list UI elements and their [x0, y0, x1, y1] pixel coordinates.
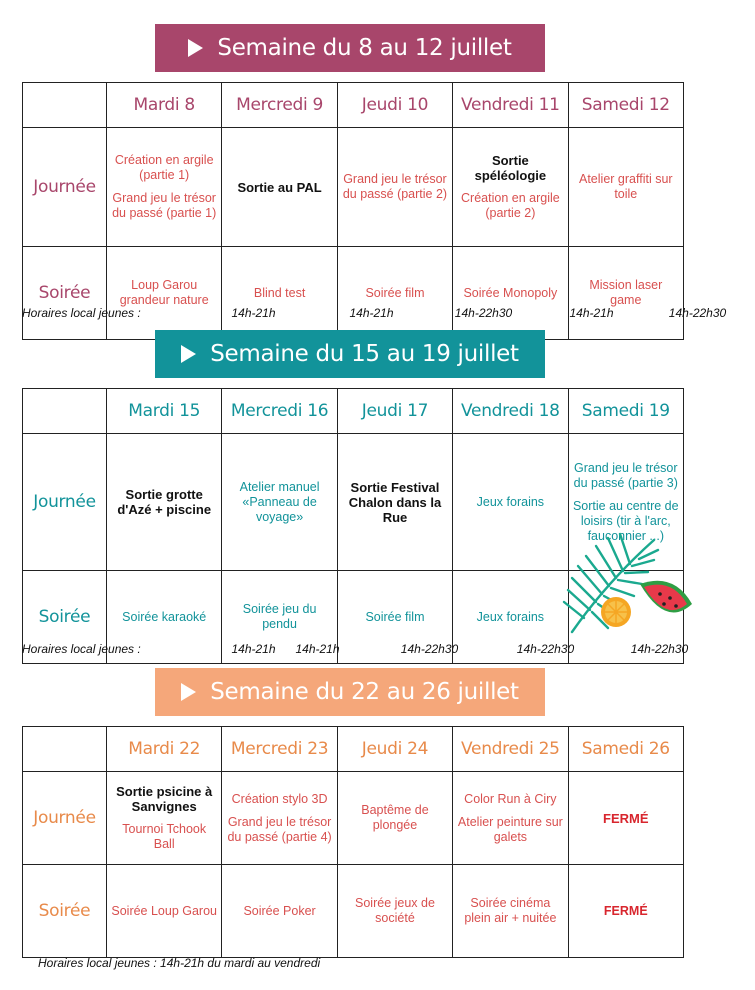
hours-footer-text: Horaires local jeunes : 14h-21h du mardi au vendredi — [38, 956, 321, 970]
week-banner — [155, 668, 545, 716]
week-title: Semaine du 15 au 19 juillet — [210, 341, 519, 367]
day-header: Mercredi 23 — [222, 727, 337, 772]
hours-value: 14h-22h30 — [668, 306, 727, 320]
week-title: Semaine du 8 au 12 juillet — [217, 35, 512, 61]
hours-row — [22, 306, 727, 322]
journee-row — [23, 128, 684, 247]
activity-cell: Soirée jeux de société — [337, 865, 452, 958]
activity: Création stylo 3D — [231, 791, 328, 806]
day-header-row — [23, 83, 684, 128]
hours-footer — [38, 956, 700, 972]
corner-cell — [23, 727, 107, 772]
activity: Atelier peinture sur galets — [457, 814, 563, 844]
row-label: Soirée — [23, 571, 107, 664]
activity: Baptême de plongée — [361, 803, 429, 832]
summer-fruit-illustration — [562, 532, 698, 644]
day-header-row — [23, 389, 684, 434]
hours-value: 14h-22h30 — [630, 642, 689, 656]
activity: Sortie grotte d'Azé + piscine — [117, 487, 212, 517]
activity: Grand jeu le trésor du passé (partie 2) — [342, 172, 448, 201]
activity: Sortie psicine à Sanvignes — [116, 784, 213, 814]
day-header: Mardi 15 — [107, 389, 222, 434]
activity-cell — [222, 128, 337, 247]
activity: Sortie au PAL — [237, 179, 322, 195]
closed-label: FERMÉ — [568, 865, 683, 958]
hours-value: 14h-22h30 — [400, 642, 459, 656]
hours-row — [22, 642, 689, 658]
activity-cell — [453, 128, 568, 247]
hours-value: 14h-21h — [295, 642, 340, 656]
activity-cell: Soirée cinéma plein air + nuitée — [453, 865, 568, 958]
activity-cell — [337, 434, 452, 571]
activity-cell — [568, 772, 683, 865]
activity-cell: Soirée Loup Garou — [107, 865, 222, 958]
activity-cell — [337, 128, 452, 247]
hours-value: 14h-21h — [569, 306, 614, 320]
activity-cell — [568, 128, 683, 247]
hours-label: Horaires local jeunes : — [22, 306, 141, 320]
activity: Sortie Festival Chalon dans la Rue — [348, 479, 442, 525]
row-label: Journée — [23, 434, 107, 571]
play-icon — [181, 683, 196, 701]
hours-value: 14h-21h — [231, 642, 276, 656]
activity-cell: Soirée karaoké — [107, 571, 222, 664]
activity: Sortie au centre de loisirs (tir à l'arc, fauconnier ...) — [572, 498, 679, 543]
hours-label: Horaires local jeunes : — [22, 642, 141, 656]
day-header: Mardi 22 — [107, 727, 222, 772]
hours-value: 14h-22h30 — [454, 306, 513, 320]
hours-value: 14h-22h30 — [516, 642, 575, 656]
day-header: Jeudi 17 — [337, 389, 452, 434]
activity-cell — [107, 128, 222, 247]
activity: Création en argile (partie 2) — [461, 191, 560, 220]
activity: Color Run à Ciry — [464, 791, 557, 806]
day-header: Jeudi 10 — [337, 83, 452, 128]
activity-cell: Mission laser game — [568, 247, 683, 340]
activity: Création en argile (partie 1) — [114, 153, 214, 182]
day-header: Samedi 12 — [568, 83, 683, 128]
activity-cell — [107, 772, 222, 865]
activity: Atelier manuel «Panneau de voyage» — [239, 479, 320, 524]
activity-cell: Soirée film — [337, 247, 452, 340]
activity-cell — [453, 772, 568, 865]
closed-label: FERMÉ — [603, 810, 649, 826]
day-header: Mercredi 16 — [222, 389, 337, 434]
activity-cell: Blind test — [222, 247, 337, 340]
activity: Sortie spéléologie — [474, 153, 547, 183]
watermelon-icon — [640, 581, 692, 613]
row-label: Journée — [23, 772, 107, 865]
activity-cell — [107, 434, 222, 571]
activity-cell: Soirée Poker — [222, 865, 337, 958]
week-banner — [155, 24, 545, 72]
day-header: Mercredi 9 — [222, 83, 337, 128]
row-label: Soirée — [23, 865, 107, 958]
activity: Tournoi Tchook Ball — [122, 822, 207, 851]
row-label: Journée — [23, 128, 107, 247]
activity: Atelier graffiti sur toile — [579, 172, 673, 201]
hours-value: 14h-21h — [231, 306, 276, 320]
activity: Grand jeu le trésor du passé (partie 1) — [112, 191, 217, 220]
row-label: Soirée — [23, 247, 107, 340]
corner-cell — [23, 83, 107, 128]
week-banner — [155, 330, 545, 378]
play-icon — [181, 345, 196, 363]
day-header: Vendredi 18 — [453, 389, 568, 434]
activity-cell: Jeux forains — [453, 571, 568, 664]
day-header: Samedi 19 — [568, 389, 683, 434]
day-header: Jeudi 24 — [337, 727, 452, 772]
activity: Grand jeu le trésor du passé (partie 4) — [227, 814, 332, 844]
activity: Grand jeu le trésor du passé (partie 3) — [573, 460, 678, 490]
soiree-row — [23, 865, 684, 958]
activity-cell: Soirée jeu du pendu — [222, 571, 337, 664]
activity-cell: Soirée Monopoly — [453, 247, 568, 340]
week-schedule-table — [22, 726, 684, 958]
activity-cell: Soirée film — [337, 571, 452, 664]
activity-cell — [337, 772, 452, 865]
day-header: Mardi 8 — [107, 83, 222, 128]
week-schedule-table — [22, 82, 684, 340]
activity-cell — [222, 772, 337, 865]
activity-cell — [222, 434, 337, 571]
day-header: Vendredi 25 — [453, 727, 568, 772]
day-header: Vendredi 11 — [453, 83, 568, 128]
journee-row — [23, 772, 684, 865]
orange-icon — [601, 597, 631, 627]
day-header: Samedi 26 — [568, 727, 683, 772]
hours-value: 14h-21h — [349, 306, 394, 320]
activity: Jeux forains — [476, 494, 545, 509]
activity-cell: Loup Garou grandeur nature — [107, 247, 222, 340]
week-title: Semaine du 22 au 26 juillet — [210, 679, 519, 705]
corner-cell — [23, 389, 107, 434]
activity-cell — [453, 434, 568, 571]
soiree-row — [23, 247, 684, 340]
play-icon — [188, 39, 203, 57]
day-header-row — [23, 727, 684, 772]
